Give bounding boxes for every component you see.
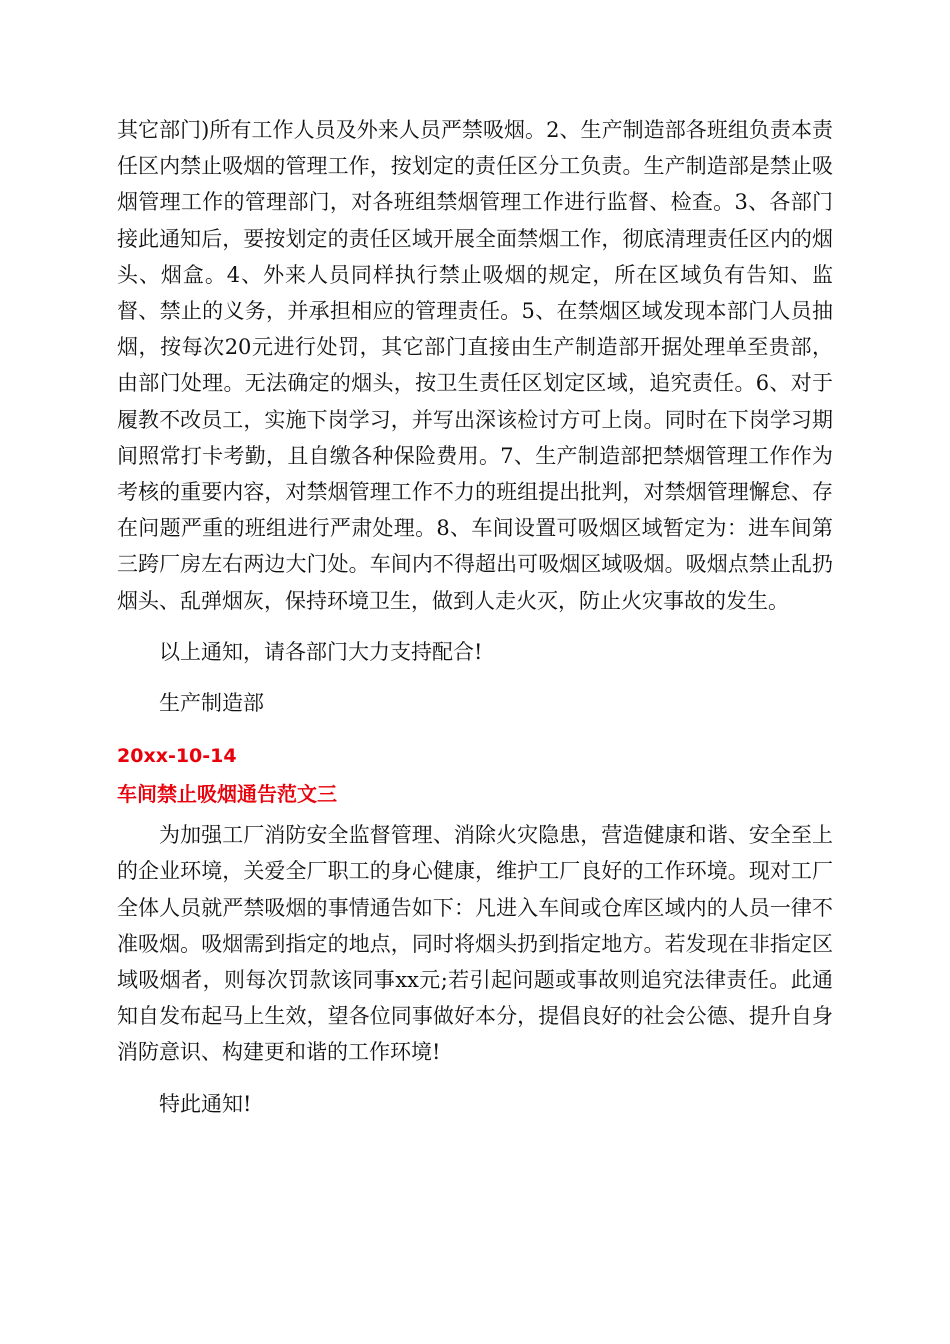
closing-line: 以上通知，请各部门大力支持配合!: [159, 639, 483, 664]
body-paragraph-rules: 其它部门)所有工作人员及外来人员严禁吸烟。2、生产制造部各班组负责本责任区内禁止吸烟的管理工作，按划定的责任区分工负责。生产制造部是禁止吸烟管理工作的管理部门，对各班组禁烟管理工作进行监督、检查。3、各部门接此通知后，要按划定的责任区域开展全面禁烟工作，彻底清理责任区内的烟头、烟盒。4、外来人员同样执行禁止吸烟的规定，所在区域负有告知、监督、禁止的义务，并承担相应的管理责任。5、在禁烟区域发现本部门人员抽烟，按每次20元进行处罚，其它部门直接由生产制造部开据处理单至贵部，由部门处理。无法确定的烟头，按卫生责任区划定区域，追究责任。6、对于履教不改员工，实施下岗学习，并写出深该检讨方可上岗。同时在下岗学习期间照常打卡考勤，且自缴各种保险费用。7、生产制造部把禁烟管理工作作为考核的重要内容，对禁烟管理工作不力的班组提出批判，对禁烟管理懈怠、存在问题严重的班组进行严肃处理。8、车间设置可吸烟区域暂定为：进车间第三跨厂房左右两边大门处。车间内不得超出可吸烟区域吸烟。吸烟点禁止乱扔烟头、乱弹烟灰，保持环境卫生，做到人走火灭，防止火灾事故的发生。: [117, 118, 833, 613]
body-paragraph-notice: 为加强工厂消防安全监督管理、消除火灾隐患，营造健康和谐、安全至上的企业环境，关爱全厂职工的身心健康，维护工厂良好的工作环境。现对工厂全体人员就严禁吸烟的事情通告如下：凡进入车间或仓库区域内的人员一律不准吸烟。吸烟需到指定的地点，同时将烟头扔到指定地方。若发现在非指定区域吸烟者，则每次罚款该同事xx元;若引起问题或事故则追究法律责任。此通知自发布起马上生效，望各位同事做好本分，提倡良好的社会公德、提升自身消防意识、构建更和谐的工作环境!: [117, 823, 833, 1065]
final-notice: 特此通知!: [159, 1091, 252, 1116]
section-heading: 车间禁止吸烟通告范文三: [117, 782, 337, 807]
signature-department: 生产制造部: [159, 691, 264, 716]
document-page: [117, 112, 833, 1122]
date-line: 20xx-10-14: [117, 745, 237, 768]
